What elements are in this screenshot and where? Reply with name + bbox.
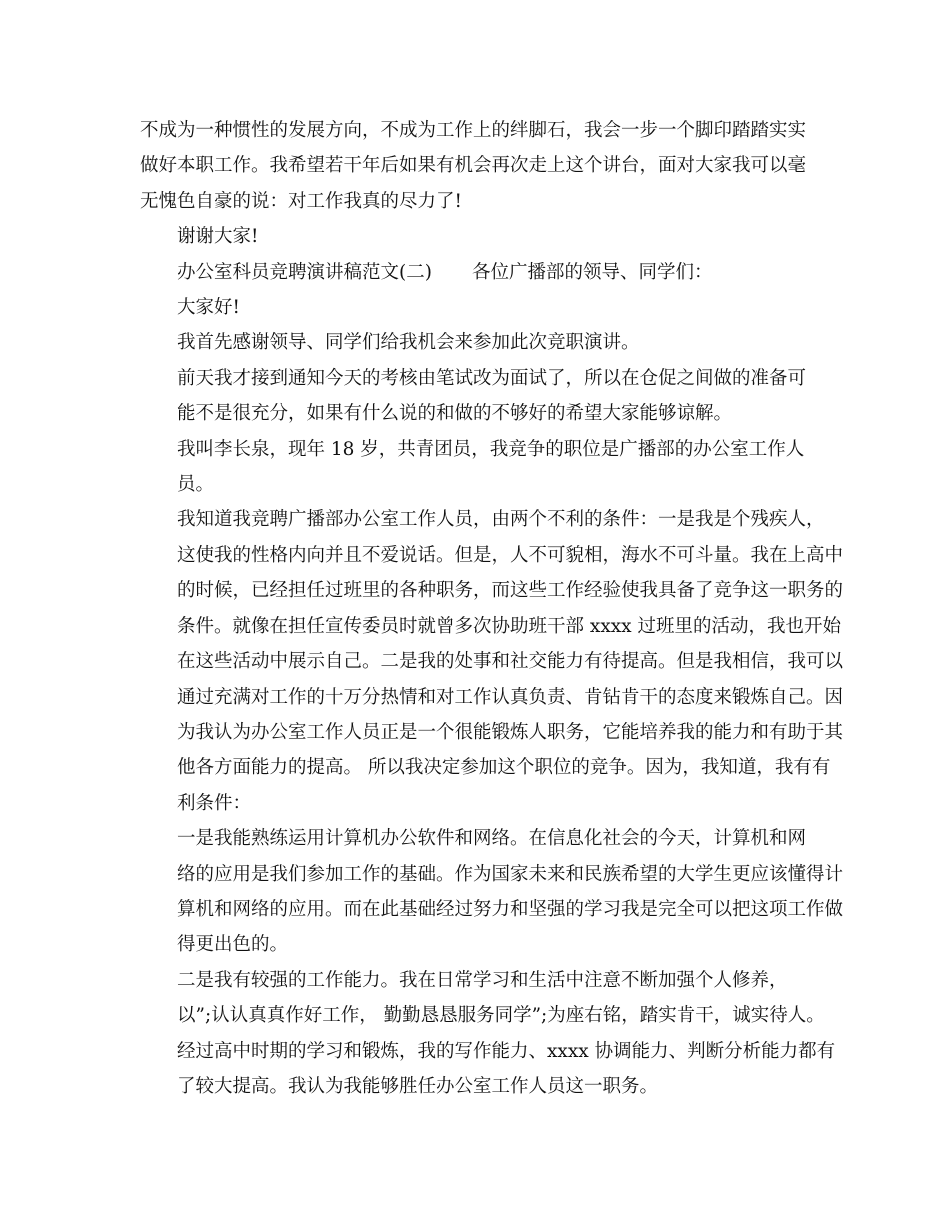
heading-title: 办公室科员竞聘演讲稿范文(二): [177, 261, 432, 283]
paragraph-closing-remarks: [140, 113, 824, 219]
text-line: 能不是很充分，如果有什么说的和做的不够好的希望大家能够谅解。: [177, 403, 733, 425]
text-line: 得更出色的。: [177, 934, 289, 956]
text-line: 员。: [177, 474, 215, 496]
text-line: 前天我才接到通知今天的考核由笔试改为面试了，所以在仓促之间做的准备可: [177, 367, 807, 389]
text-line: 谢谢大家!: [177, 226, 259, 248]
text-line: 以”;认认真真作好工作， 勤勤恳恳服务同学”;为座右铭，踏实肯干，诚实待人。: [177, 1005, 825, 1027]
body-text: [140, 113, 844, 1104]
text-line: 二是我有较强的工作能力。我在日常学习和生活中注意不断加强个人修养，: [177, 969, 788, 991]
paragraph-introduction: [140, 432, 824, 503]
text-line: 条件。就像在担任宣传委员时就曾多次协助班干部 xxxx 过班里的活动，我也开始: [177, 615, 841, 637]
paragraph-gratitude: [140, 325, 824, 360]
text-line: 我叫李长泉，现年 18 岁，共青团员，我竞争的职位是广播部的办公室工作人: [177, 438, 805, 460]
paragraph-computer-skills: [140, 821, 844, 963]
heading-greeting: 各位广播部的领导、同学们：: [471, 261, 713, 283]
text-line: 经过高中时期的学习和锻炼，我的写作能力、xxxx 协调能力、判断分析能力都有: [177, 1040, 836, 1062]
text-line: 不成为一种惯性的发展方向，不成为工作上的绊脚石，我会一步一个脚印踏踏实实: [140, 120, 807, 141]
text-line: 我知道我竞聘广播部办公室工作人员，由两个不利的条件：一是我是个残疾人，: [177, 509, 825, 531]
text-line: 他各方面能力的提高。 所以我决定参加这个职位的竞争。因为，我知道，我有有: [177, 757, 831, 779]
text-line: 络的应用是我们参加工作的基础。作为国家未来和民族希望的大学生更应该懂得计: [177, 863, 844, 885]
text-line: 为我认为办公室工作人员正是一个很能锻炼人职务，它能培养我的能力和有助于其: [177, 721, 844, 743]
section-heading: [140, 255, 824, 290]
text-line: 一是我能熟练运用计算机办公软件和网络。在信息化社会的今天，计算机和网: [177, 828, 807, 850]
text-line: 大家好!: [177, 297, 240, 319]
text-line: 通过充满对工作的十万分热情和对工作认真负责、肯钻肯干的态度来锻炼自己。因: [177, 686, 844, 708]
paragraph-notice: [140, 361, 824, 432]
paragraph-greeting: [140, 290, 824, 325]
text-line: 了较大提高。我认为我能够胜任办公室工作人员这一职务。: [177, 1075, 659, 1097]
paragraph-conditions: [140, 502, 844, 821]
text-line: 做好本职工作。我希望若干年后如果有机会再次走上这个讲台，面对大家我可以毫: [140, 155, 807, 177]
paragraph-work-ability: [140, 963, 836, 1105]
text-line: 无愧色自豪的说：对工作我真的尽力了!: [140, 190, 462, 212]
text-line: 利条件：: [177, 792, 252, 814]
heading-line: [140, 255, 824, 290]
text-line: 算机和网络的应用。而在此基础经过努力和坚强的学习我是完全可以把这项工作做: [177, 898, 844, 920]
text-line: 这使我的性格内向并且不爱说话。但是，人不可貌相，海水不可斗量。我在上高中: [177, 544, 844, 566]
text-line: 的时候，已经担任过班里的各种职务，而这些工作经验使我具备了竞争这一职务的: [177, 580, 844, 602]
paragraph-thanks: [140, 219, 824, 254]
text-line: 我首先感谢领导、同学们给我机会来参加此次竞职演讲。: [177, 332, 640, 354]
text-line: 在这些活动中展示自己。二是我的处事和社交能力有待提高。但是我相信，我可以: [177, 651, 844, 673]
